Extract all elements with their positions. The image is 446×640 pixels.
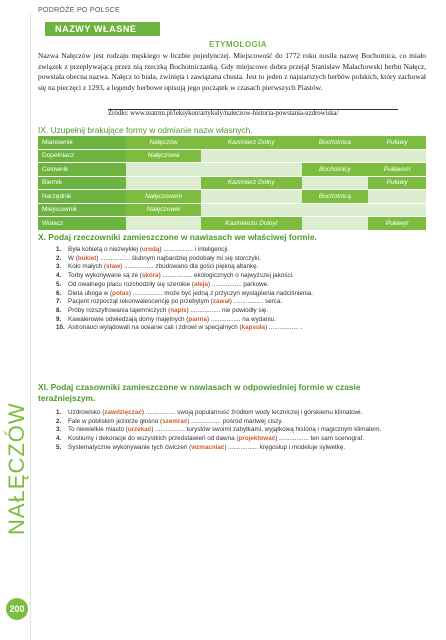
- item-text: [68, 307, 426, 316]
- table-cell-given: Bochotnica: [302, 136, 369, 149]
- item-text: [68, 316, 426, 325]
- section-tag: NAZWY WŁASNE: [45, 22, 160, 36]
- item-number: 1.: [56, 409, 62, 416]
- base-word: potas: [112, 289, 129, 297]
- list-item: [56, 444, 426, 453]
- answer-blank[interactable]: ) ................. ten sam scenograf.: [275, 435, 365, 443]
- etymology-source: Źródło: www.teatrnn.pl/leksykon/artykuly/naleczow-historia-powstania-uzdrowiska/: [108, 110, 339, 117]
- case-label: Celownik: [38, 163, 126, 177]
- item-text-before: Była kobietą o niezwykłej (: [68, 246, 142, 253]
- answer-blank[interactable]: ) ................. pośród martwej ciszy.: [187, 417, 283, 425]
- table-cell-given: Nałęczów: [126, 136, 201, 149]
- exercise-11-list: [56, 409, 426, 453]
- answer-blank[interactable]: ) ................. turystów swoimi zabytkami, wyjątkową historią i magicznym klimatem.: [151, 426, 382, 434]
- table-cell-given: Puławy!: [368, 217, 426, 231]
- table-row: [38, 217, 426, 231]
- item-number: 5.: [56, 280, 62, 288]
- item-text: [68, 418, 426, 427]
- table-row: [38, 136, 426, 149]
- item-text-before: Koło małych (: [68, 263, 107, 271]
- exercise-10-title: X. Podaj rzeczowniki zamieszczone w nawiasach we właściwej formie.: [38, 232, 317, 242]
- item-text-before: Próby rozszyfrowania tajemniczych (: [68, 306, 171, 314]
- list-item: [56, 298, 426, 307]
- table-cell-given: Nałęczowie: [126, 203, 201, 217]
- case-label: Narzędnik: [38, 190, 126, 204]
- list-item: [56, 409, 426, 418]
- list-item: [56, 435, 426, 444]
- list-item: [56, 324, 426, 333]
- table-cell-blank[interactable]: [201, 190, 301, 204]
- item-number: 10.: [56, 324, 65, 332]
- table-cell-blank[interactable]: [201, 163, 301, 177]
- base-word: kapsuła: [241, 324, 266, 332]
- table-cell-given: Kazimierzu Dolny!: [201, 217, 301, 231]
- item-text: [68, 263, 426, 272]
- table-cell-given: Kazimierz Dolny: [201, 176, 301, 190]
- item-text: [68, 324, 426, 333]
- side-chapter-label: NAŁĘCZÓW: [4, 402, 29, 535]
- base-word: zawał: [212, 298, 230, 306]
- list-item: [56, 246, 426, 255]
- list-item: [56, 272, 426, 281]
- base-word: zawdzięczać: [104, 409, 142, 416]
- item-number: 4.: [56, 272, 62, 280]
- list-item: [56, 307, 426, 316]
- item-text: [68, 272, 426, 281]
- table-cell-blank[interactable]: [368, 149, 426, 163]
- answer-blank[interactable]: ) ................. swoją popularność źródłom wody leczniczej i górskiemu klimatowi.: [141, 409, 363, 416]
- item-text-before: Kawalerowie odwiedzają domy majętnych (: [68, 315, 189, 323]
- item-number: 2.: [56, 417, 62, 425]
- list-item: [56, 263, 426, 272]
- item-text-before: Uzdrowisko (: [68, 409, 105, 416]
- item-number: 4.: [56, 435, 62, 443]
- answer-blank[interactable]: ) ................. zbudowano dla gości piękną altankę.: [120, 263, 259, 271]
- base-word: szemrać: [162, 417, 188, 425]
- list-item: [56, 418, 426, 427]
- table-cell-given: Puławy: [368, 176, 426, 190]
- item-text-before: W (: [68, 254, 78, 262]
- answer-blank[interactable]: ) ................. kręgosłup i modeluje sylwetkę.: [224, 443, 346, 451]
- item-number: 9.: [56, 315, 62, 323]
- answer-blank[interactable]: ) ................. nie powiodły się.: [186, 306, 269, 314]
- answer-blank[interactable]: ) ................. na wydaniu.: [206, 315, 276, 323]
- item-text: [68, 409, 426, 418]
- base-word: bukiet: [77, 254, 97, 262]
- item-number: 7.: [56, 298, 62, 306]
- base-word: wzmacniać: [191, 443, 225, 451]
- declension-table: [38, 136, 426, 231]
- base-word: staw: [106, 263, 121, 271]
- base-word: aleja: [194, 280, 209, 288]
- case-label: Wołacz: [38, 217, 126, 231]
- page-number-badge: 200: [6, 598, 28, 620]
- item-text: [68, 444, 426, 453]
- item-text-before: Od owalnego placu rozchodziły się szerokie (: [68, 280, 194, 288]
- table-cell-blank[interactable]: [302, 203, 369, 217]
- item-text: [68, 426, 426, 435]
- base-word: panna: [188, 315, 207, 323]
- list-item: [56, 290, 426, 299]
- base-word: skóra: [141, 272, 159, 280]
- exercise-9-title: IX. Uzupełnij brakujące formy w odmianie nazw własnych.: [38, 125, 253, 135]
- table-row: [38, 176, 426, 190]
- table-cell-given: Nałęczowem: [126, 190, 201, 204]
- running-header: PODRÓŻE PO POLSCE: [38, 7, 121, 14]
- case-label: Biernik: [38, 176, 126, 190]
- item-number: 5.: [56, 443, 62, 451]
- item-text-before: Systematyczne wykonywanie tych ćwiczeń (: [68, 443, 192, 451]
- table-cell-blank[interactable]: [126, 163, 201, 177]
- side-margin: [0, 14, 31, 640]
- table-cell-blank[interactable]: [126, 217, 201, 231]
- item-text: [68, 290, 426, 299]
- base-word: urodą: [141, 246, 160, 253]
- item-text-before: Pacjent rozpoczął rekonwalescencję po przebytym (: [68, 298, 213, 306]
- table-cell-blank[interactable]: [201, 149, 301, 163]
- case-label: Miejscownik: [38, 203, 126, 217]
- exercise-11-title: XI. Podaj czasowniki zamieszczone w nawiasach w odpowiedniej formie w czasie teraźniejszym.: [38, 382, 361, 403]
- list-item: [56, 426, 426, 435]
- base-word: projektować: [238, 435, 276, 443]
- answer-blank[interactable]: ) ................. ślubnym najbardziej podobały mi się storczyki.: [96, 254, 261, 262]
- table-cell-blank[interactable]: [201, 203, 301, 217]
- answer-blank[interactable]: ) ................. .: [265, 324, 303, 332]
- case-label: Dopełniacz: [38, 149, 126, 163]
- table-cell-blank[interactable]: [302, 176, 369, 190]
- item-text: [68, 298, 426, 307]
- base-word: napis: [170, 306, 187, 314]
- item-number: 6.: [56, 289, 62, 297]
- table-cell-given: Nałęczowa: [126, 149, 201, 163]
- item-text: [68, 255, 426, 264]
- table-cell-blank[interactable]: [368, 203, 426, 217]
- table-cell-blank[interactable]: [368, 190, 426, 204]
- item-text-before: Astronauci wylądowali na oceanie cali i zdrowi w specjalnych (: [68, 324, 242, 332]
- table-cell-given: Bochotnicy: [302, 163, 369, 177]
- etymology-body: Nazwa Nałęczów jest rodzaju męskiego w liczbie pojedynczej. Miejscowość do 1772 roku nosiła nazwę Bochotnica, co miało związek z przepływającą przez nią rzeczką Bochotniczanką. Gdy miejscowe dobra przejął Stanisław Małachowski herbu Nałęcz, powstała obecna nazwa. Nałęcz to biała, zwinięta i zawiązana chusta. Jest to jeden z najstarszych herbów polskich, który zachował się na pieczęci z 1293, a legendy herbowe opisują jego początek w czasach pierwszych Piastów.: [38, 51, 426, 92]
- item-text-before: To niewielkie miasto (: [68, 426, 128, 434]
- answer-blank[interactable]: ) ................. serca.: [229, 298, 283, 306]
- table-cell-given: Puławy: [368, 136, 426, 149]
- table-cell-given: Bochotnicą: [302, 190, 369, 204]
- item-number: 3.: [56, 263, 62, 271]
- table-cell-blank[interactable]: [126, 176, 201, 190]
- base-word: urzekać: [127, 426, 152, 434]
- list-item: [56, 281, 426, 290]
- list-item: [56, 316, 426, 325]
- answer-blank[interactable]: ) ................. może być jedną z przyczyn wystąpienia nadciśnienia.: [128, 289, 313, 297]
- table-row: [38, 190, 426, 204]
- table-row: [38, 149, 426, 163]
- exercise-10-list: [56, 246, 426, 333]
- item-number: 8.: [56, 306, 62, 314]
- table-cell-blank[interactable]: [302, 149, 369, 163]
- item-text: [68, 281, 426, 290]
- table-cell-blank[interactable]: [302, 217, 369, 231]
- item-text-before: Fale w pobliskim jeziorze głośno (: [68, 417, 163, 425]
- item-text: [68, 435, 426, 444]
- item-text-before: Torby wykonywane są ze (: [68, 272, 142, 280]
- item-text-before: Dieta uboga w (: [68, 289, 113, 297]
- item-text-before: Kostiumy i dekoracje do wszystkich przedstawień od dawna (: [68, 435, 239, 443]
- table-cell-given: Puławom: [368, 163, 426, 177]
- table-cell-given: Kazimierz Dolny: [201, 136, 301, 149]
- table-row: [38, 203, 426, 217]
- list-item: [56, 255, 426, 264]
- answer-blank[interactable]: ) ................. parkowe.: [208, 280, 269, 288]
- item-number: 1.: [56, 246, 62, 253]
- item-text: [68, 246, 426, 255]
- etymology-title: ETYMOLOGIA: [209, 40, 267, 49]
- item-number: 3.: [56, 426, 62, 434]
- answer-blank[interactable]: ) ................. i inteligencji.: [159, 246, 229, 253]
- case-label: Mianownik: [38, 136, 126, 149]
- answer-blank[interactable]: ) ................. ekologicznych o najwyższej jakości.: [158, 272, 294, 280]
- table-row: [38, 163, 426, 177]
- item-number: 2.: [56, 254, 62, 262]
